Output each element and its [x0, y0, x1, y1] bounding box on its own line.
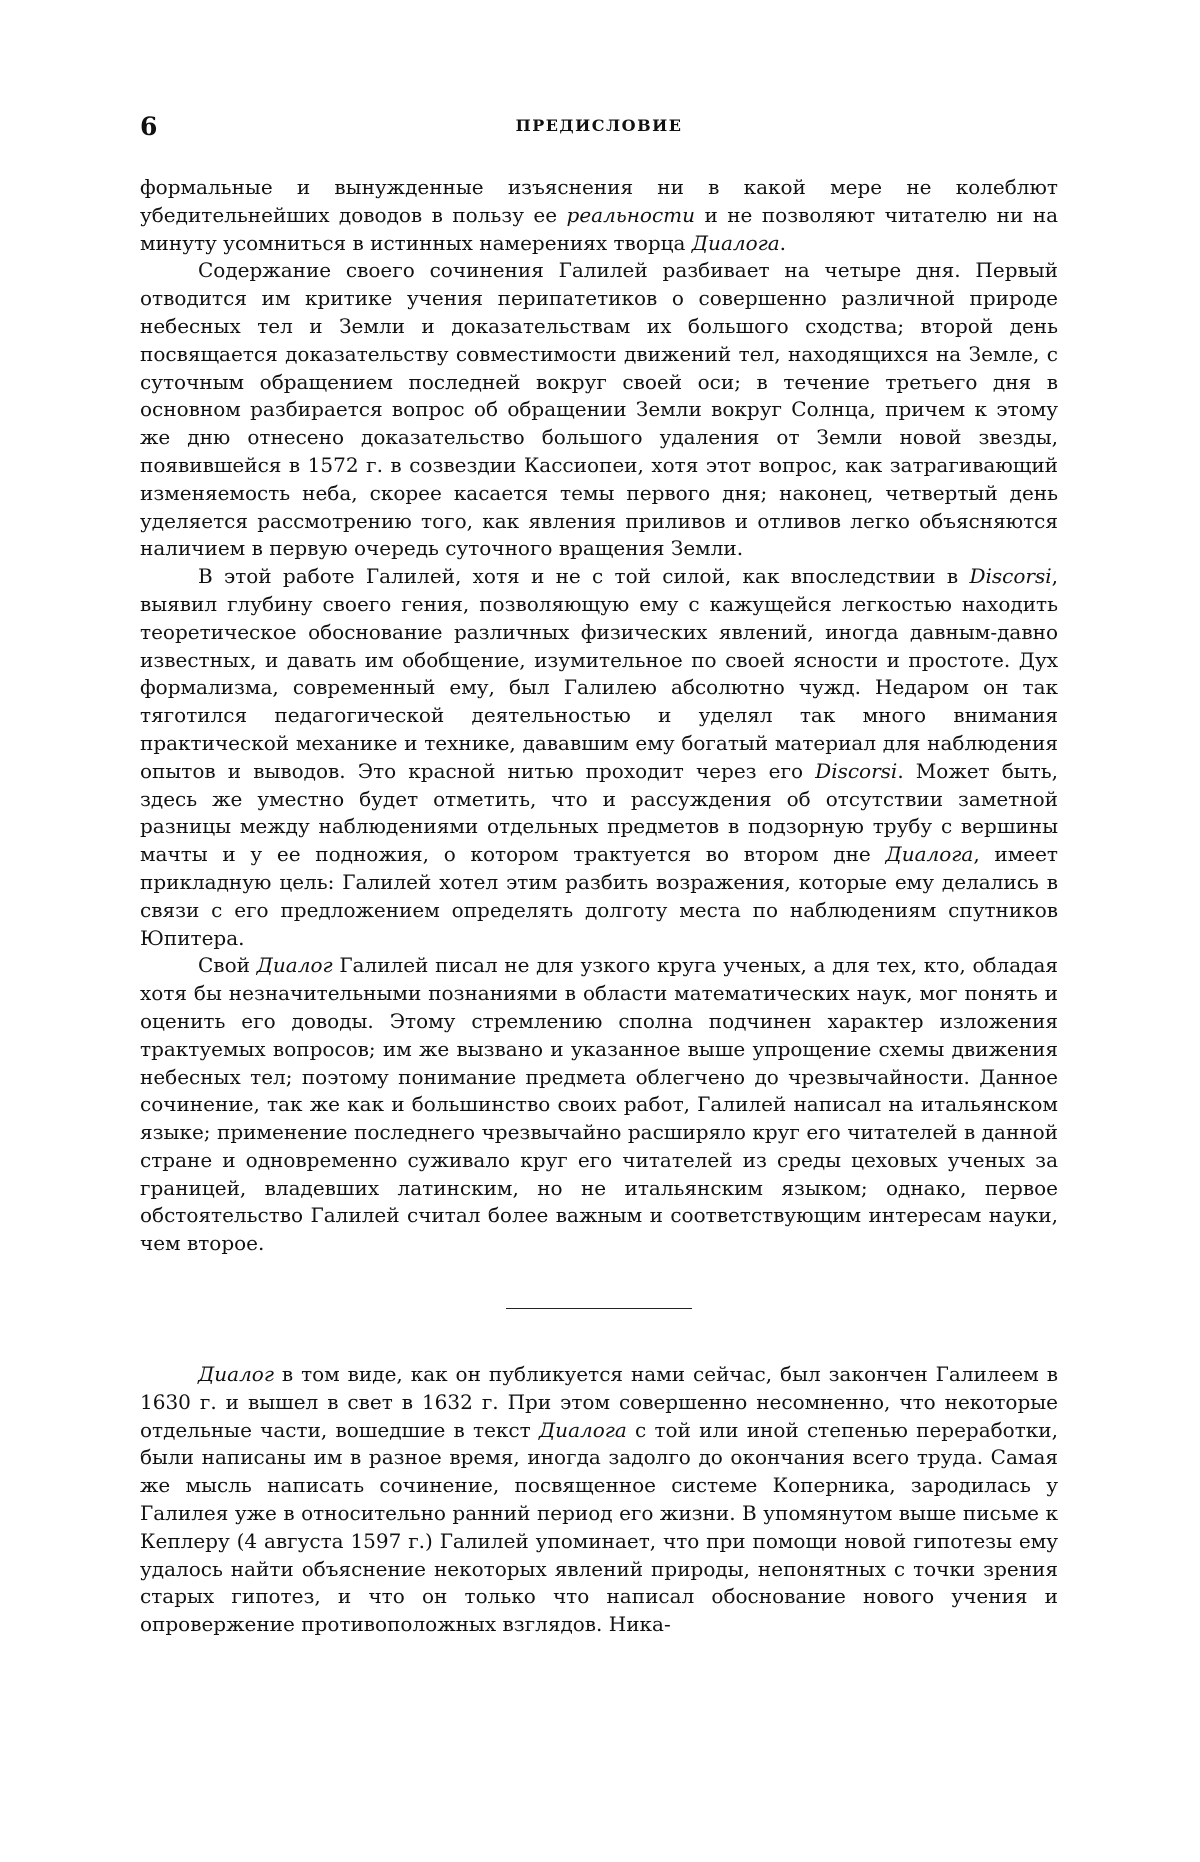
italic-text: реальности — [566, 202, 695, 227]
italic-text: Discorsi — [815, 758, 898, 783]
italic-text: Диалога — [691, 230, 780, 255]
running-title: ПРЕДИСЛОВИЕ — [515, 116, 683, 135]
text-run: Содержание своего сочинения Галилей разбивает на четыре дня. Первый отводится им критике учения перипатетиков о совершенно различной природе небесных тел и Земли и доказательствам их большого сходства; второй день посвящается доказательству совместимости движений тел, находящихся на Земле, с суточным обращением последней вокруг своей оси; в течение третьего дня в основном разбирается вопрос об обращении Земли вокруг Солнца, причем к этому же дню отнесено доказательство большого удаления от Земли новой звезды, появившейся в 1572 г. в созвездии Кассиопеи, хотя этот вопрос, как затрагивающий изменяемость неба, скорее касается темы первого дня; наконец, четвертый день уделяется рассмотрению того, как явления приливов и отливов легко объясняются наличием в первую очередь суточного вращения Земли. — [140, 258, 1058, 561]
italic-text: Диалога — [885, 842, 974, 867]
italic-text: Диалог — [256, 953, 333, 978]
italic-text: Диалога — [538, 1417, 627, 1442]
text-run: Свой — [198, 953, 257, 978]
section-divider — [506, 1308, 692, 1309]
paragraph — [140, 174, 1058, 257]
text-run: и не позволяют читателю ни на минуту усомниться в истинных намерениях творца — [140, 202, 1058, 255]
text-run: формальные и вынужденные изъяснения ни в какой мере не колеблют убедительнейших доводов в пользу ее — [140, 175, 1058, 227]
italic-text: Discorsi — [969, 564, 1052, 589]
text-run: , выявил глубину своего гения, позволяющую ему с кажущейся легкостью находить теоретическое обоснование различных физических явлений, иногда давным-давно известных, и давать им обобщение, изумительное по своей ясности и простоте. Дух формализма, современный ему, был Галилею абсолютно чужд. Недаром он так тяготился педагогической деятельностью и уделял так много внимания практической механике и технике, дававшим ему богатый материал для наблюдения опытов и выводов. Это красной нитью проходит через его — [140, 564, 1058, 783]
book-page — [140, 112, 1058, 1639]
text-run: Галилей писал не для узкого круга ученых, а для тех, кто, обладая хотя бы незначительными познаниями в области математических наук, мог понять и оценить его доводы. Этому стремлению сполна подчинен характер изложения трактуемых вопросов; им же вызвано и указанное выше упрощение схемы движения небесных тел; поэтому понимание предмета облегчено до чрезвычайности. Данное сочинение, так же как и большинство своих работ, Галилей написал на итальянском языке; применение последнего чрезвычайно расширяло круг его читателей в данной стране и одновременно суживало круг его читателей из среды цеховых ученых за границей, владевших латинским, но не итальянским языком; однако, первое обстоятельство Галилей считал более важным и соответствующим интересам науки, чем второе. — [140, 953, 1059, 1256]
text-run: с той или иной степенью переработки, были написаны им в разное время, иногда задолго до окончания всего труда. Самая же мысль написать сочинение, посвященное системе Коперника, зародилась у Галилея уже в относительно ранний период его жизни. В упомянутом выше письме к Кеплеру (4 августа 1597 г.) Галилей упоминает, что при помощи новой гипотезы ему удалось найти объяснение некоторых явлений природы, непонятных с точки зрения старых гипотез, и что он только что написал обоснование нового учения и опровержение противоположных взглядов. Ника- — [140, 1417, 1058, 1637]
text-run: . Может быть, здесь же уместно будет отметить, что и рассуждения об отсутствии заметной разницы между наблюдениями отдельных предметов в подзорную трубу с вершины мачты и у ее подножия, о котором трактуется во втором дне — [140, 758, 1058, 867]
text-run: , имеет прикладную цель: Галилей хотел этим разбить возражения, которые ему делались в связи с его предложением определять долготу места по наблюдениям спутников Юпитера. — [140, 842, 1058, 950]
paragraph — [140, 257, 1058, 563]
paragraph — [140, 1361, 1058, 1639]
text-run: . — [779, 230, 787, 255]
running-head — [140, 112, 1058, 142]
paragraph — [140, 563, 1058, 952]
text-run: в том виде, как он публикуется нами сейчас, был закончен Галилеем в 1630 г. и вышел в свет в 1632 г. При этом совершенно несомненно, что некоторые отдельные части, вошедшие в текст — [140, 1362, 1058, 1442]
paragraph — [140, 952, 1058, 1258]
body-text — [140, 174, 1058, 1639]
page-number: 6 — [140, 112, 158, 141]
italic-text: Диалог — [198, 1362, 274, 1387]
text-run: В этой работе Галилей, хотя и не с той силой, как впоследствии в — [198, 564, 970, 589]
